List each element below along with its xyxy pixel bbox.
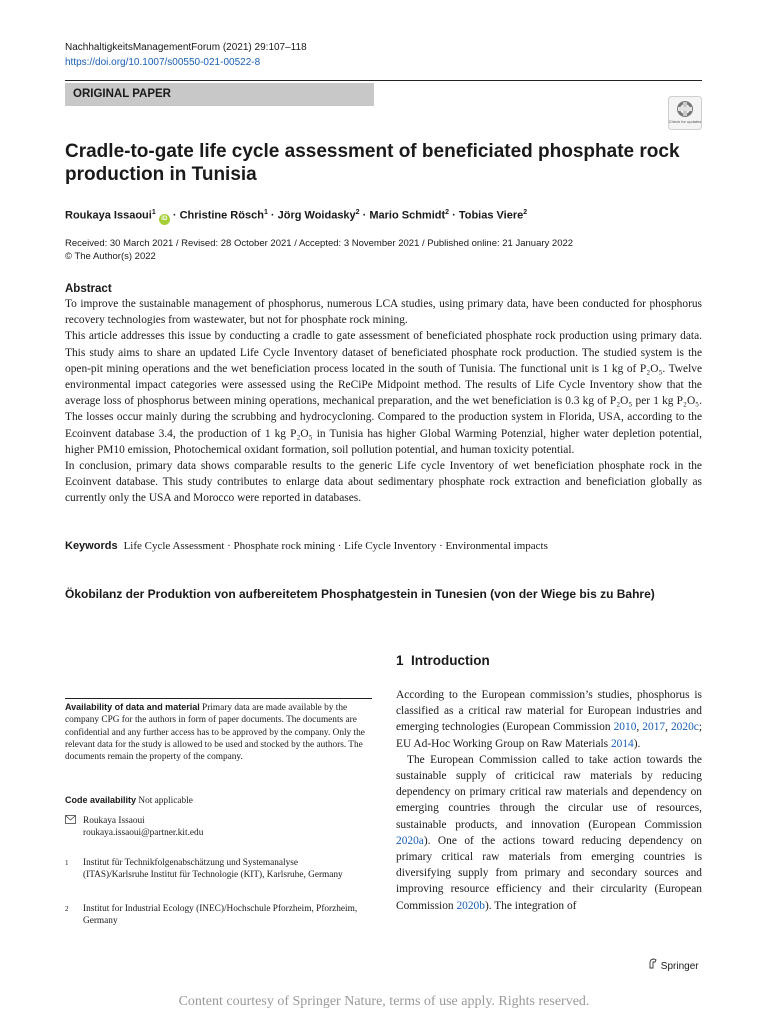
citation-link[interactable]: 2010 [613, 721, 637, 734]
keywords-line [65, 539, 548, 554]
body-text: ). The integration of [484, 899, 577, 912]
abstract-paragraph: To improve the sustainable management of phosphorus, numerous LCA studies, using primary data, have been conducted for phosphorus recovery technologies from wastewater, but not for phosphate rock mining. [65, 298, 702, 327]
section-number: 1 [396, 653, 404, 668]
publisher-name: Springer [660, 961, 699, 972]
contact-name: Roukaya Issaoui [83, 816, 145, 826]
courtesy-notice: Content courtesy of Springer Nature, terms of use apply. Rights reserved. [178, 994, 590, 1009]
springer-horse-icon [648, 961, 661, 972]
affiliation [65, 857, 365, 882]
author-affiliation-mark: 1 [151, 209, 156, 216]
code-availability-label: Code availability [65, 795, 137, 805]
code-availability-note [65, 794, 365, 807]
doi-link[interactable]: https://doi.org/10.1007/s00550-021-00522-8 [65, 57, 261, 68]
journal-citation: NachhaltigkeitsManagementForum (2021) 29:107–118 [65, 42, 307, 53]
affiliation [65, 903, 365, 928]
author-name[interactable]: Roukaya Issaoui [65, 209, 152, 222]
affiliation-text: Institut für Technikfolgenabschätzung und Systemanalyse (ITAS)/Karlsruhe Institut für Technologie (KIT), Karlsruhe, Germany [83, 858, 343, 881]
author-name[interactable]: Jörg Woidasky [277, 209, 356, 222]
body-paragraph [396, 752, 702, 914]
body-text: According to the European commission’s studies, phosphorus is classified as a critical raw material for European industries and emerging technologies (European Commission [396, 689, 702, 734]
author-affiliation-mark: 2 [355, 209, 360, 216]
author-affiliation-mark: 2 [445, 209, 450, 216]
author-list [65, 206, 527, 225]
author-separator: · [169, 209, 180, 222]
author-separator: · [267, 209, 278, 222]
paper-type-banner [65, 83, 374, 106]
envelope-icon [65, 815, 76, 828]
section-title: Introduction [411, 653, 490, 668]
citation-link[interactable]: 2017 [642, 721, 666, 734]
body-text: The European Commission called to take action towards the sustainable supply of criticical raw materials by reducing dependency on primary critical raw materials and dependency on emerging countries through the circular use of resources, sustainable products, and innovation (European Commission [396, 753, 702, 831]
author-affiliation-mark: 2 [523, 209, 528, 216]
body-paragraph [396, 687, 702, 752]
paper-type-label: ORIGINAL PAPER [73, 88, 171, 100]
header-rule [65, 80, 702, 81]
author-name[interactable]: Mario Schmidt [369, 209, 446, 222]
data-availability-text: Primary data are made available by the company CPG for the authors in form of paper documents. The documents are confidential and any further access has to be approved by the company. Only the relevant data for the study is allowed to be used and stocked by the authors. The documents remain the property of the company. [65, 703, 365, 763]
body-text: ). [633, 737, 641, 750]
citation-link[interactable]: 2014 [610, 737, 634, 750]
crossmark-label: Check for updates [668, 119, 702, 124]
body-text: ; EU Ad-Hoc Working Group on Raw Materials [396, 721, 702, 750]
orcid-icon[interactable]: iD [159, 214, 170, 225]
affiliation-number: 1 [65, 859, 69, 867]
footnote-rule [65, 698, 372, 699]
citation-link[interactable]: 2020b [456, 899, 485, 912]
publication-dates [65, 237, 573, 263]
history-dates: Received: 30 March 2021 / Revised: 28 October 2021 / Accepted: 3 November 2021 / Published online: 21 January 2022 [65, 238, 574, 249]
introduction-body [396, 687, 702, 914]
citation-link[interactable]: 2020c [670, 721, 699, 734]
data-availability-label: Availability of data and material [65, 702, 200, 712]
affiliation-text: Institut for Industrial Ecology (INEC)/Hochschule Pforzheim, Pforzheim, Germany [83, 904, 358, 927]
body-text: ). One of the actions toward reducing dependency on primary critical raw materials from emerging countries is diversifying supply from primary and secondary sources and improving resource efficiency and their circularity (European Commission [396, 834, 702, 912]
data-availability-note [65, 701, 365, 763]
article-title: Cradle-to-gate life cycle assessment of beneficiated phosphate rock production in Tunisia [65, 141, 680, 185]
section-heading-introduction [396, 653, 490, 668]
crossmark-icon [668, 96, 702, 130]
author-affiliation-mark: 1 [263, 209, 268, 216]
body-text: , [665, 721, 671, 734]
code-availability-text: Not applicable [138, 796, 193, 806]
author-name[interactable]: Christine Rösch [179, 209, 264, 222]
abstract-heading: Abstract [65, 283, 112, 295]
abstract-body [65, 296, 702, 507]
journal-header [65, 40, 307, 70]
author-name[interactable]: Tobias Viere [458, 209, 524, 222]
contact-email[interactable]: roukaya.issaoui@partner.kit.edu [83, 828, 204, 839]
author-separator: · [449, 209, 459, 222]
author-separator: · [359, 209, 370, 222]
corresponding-author [65, 815, 203, 840]
copyright-line: © The Author(s) 2022 [65, 251, 156, 262]
abstract-paragraph: This article addresses this issue by conducting a cradle to gate assessment of beneficiated phosphate rock production using primary data. This study aims to share an updated Life Cycle Inventory dataset of beneficiated phosphate rock production. The studied system is the open-pit mining operations and the wet beneficiation process located in the south of Tunisia. The functional unit is 1 kg of P₂O₅. Twelve environmental impact categories were assessed using the ReCiPe Midpoint method. The results of Life Cycle Inventory show that the average loss of phosphorus between mining operations, mechanical preparation, and the wet beneficiation is 0.3 kg of P₂O₅ per 1 kg P₂O₅. The losses occur mainly during the scrubbing and hydrocycloning. Compared to the production system in Florida, USA, according to the Ecoinvent database 3.4, the production of 1 kg P₂O₅ in Tunisia has higher Global Warming Potenzial, higher water depletion potential, higher PM10 emission, Photochemical oxidant formation, soil pollution potential, and human toxicity potential. [65, 330, 702, 456]
crossmark-badge[interactable] [668, 96, 702, 130]
body-text: , [636, 721, 643, 734]
german-title: Ökobilanz der Produktion von aufbereitetem Phosphatgestein in Tunesien (von der Wiege bis zu Bahre) [65, 587, 655, 601]
affiliation-number: 2 [65, 905, 69, 913]
keywords-text: Life Cycle Assessment · Phosphate rock mining · Life Cycle Inventory · Environmental impacts [123, 540, 548, 552]
publisher-mark [648, 958, 699, 972]
citation-link[interactable]: 2020a [396, 834, 424, 847]
abstract-paragraph: In conclusion, primary data shows comparable results to the generic Life cycle Inventory of wet beneficiation phosphate rock in the Ecoinvent database. This study contributes to enlarge data about sedimentary phosphate rock extraction and beneficiation globally as currently only the USA and Morocco were reported in databases. [65, 460, 702, 505]
keywords-label: Keywords [65, 540, 118, 552]
